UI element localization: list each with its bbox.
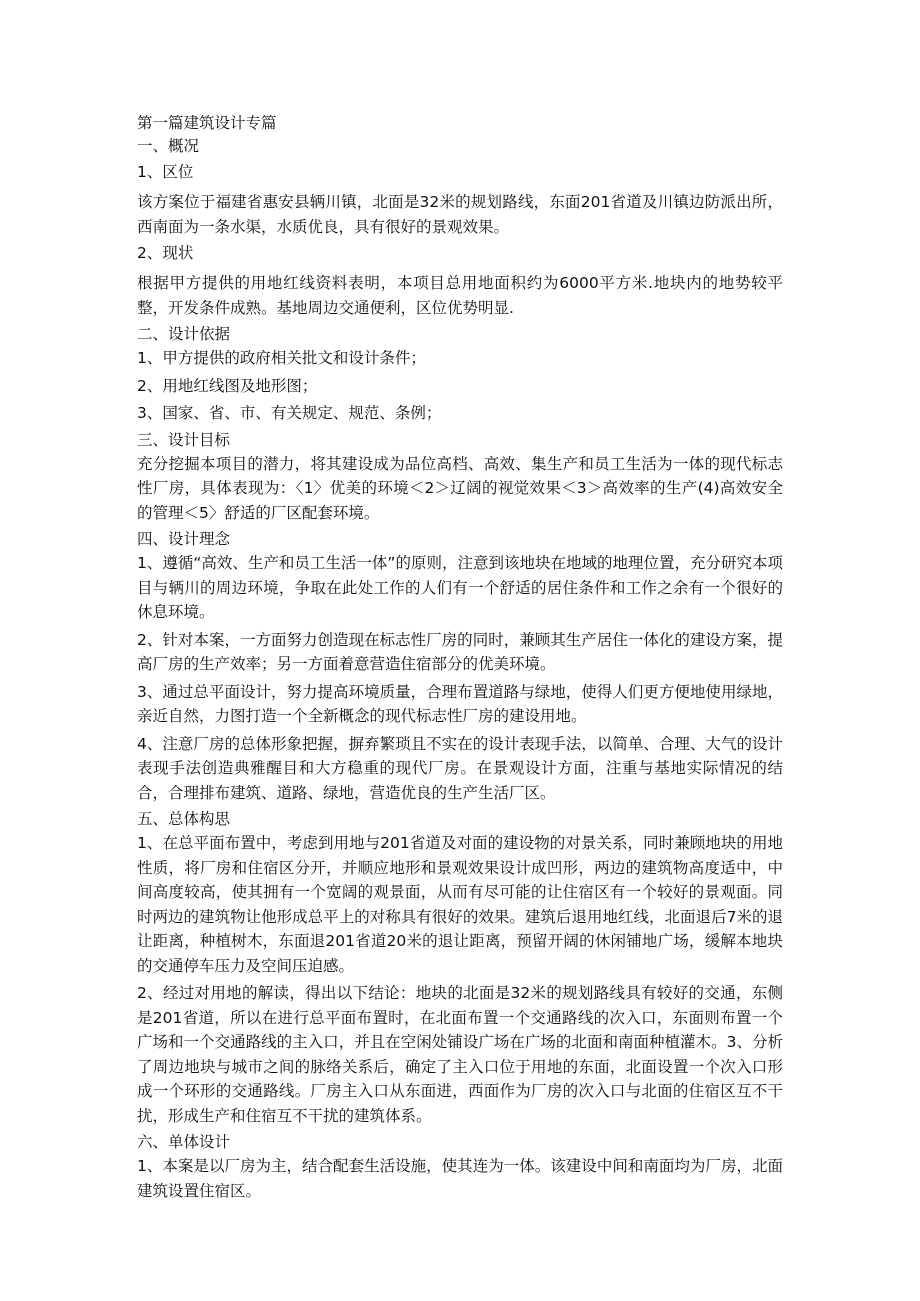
list-item: 2、经过对用地的解读，得出以下结论：地块的北面是32米的规划路线具有较好的交通，东侧是201省道，所以在进行总平面布置时，在北面布置一个交通路线的次入口，东面则布置一个广场和一个交通路线的主入口，并且在空闲处铺设广场在广场的北面和南面种植灌木。3、分析了周边地块与城市之间的脉络关系后，确定了主入口位于用地的东面，北面设置一个次入口形成一个环形的交通路线。厂房主入口从东面进，西面作为厂房的次入口与北面的住宿区互不干扰，形成生产和住宿互不干扰的建筑体系。 <box>137 984 783 1125</box>
list-item: 2、用地红线图及地形图； <box>137 376 318 395</box>
list-item: 2、针对本案，一方面努力创造现在标志性厂房的同时，兼顾其生产居住一体化的建设方案，提高厂房的生产效率；另一方面着意营造住宿部分的优美环境。 <box>137 630 783 673</box>
section-heading: 五、总体构思 <box>137 810 231 828</box>
list-item: 3、通过总平面设计，努力提高环境质量，合理布置道路与绿地，使得人们更方便地使用绿地，亲近自然，力图打造一个全新概念的现代标志性厂房的建设用地。 <box>137 682 783 725</box>
subsection-heading: 1、区位 <box>137 163 194 181</box>
paragraph: 充分挖掘本项目的潜力，将其建设成为品位高档、高效、集生产和员工生活为一体的现代标志性厂房，具体表现为：〈1〉优美的环境＜2＞辽阔的视觉效果＜3＞高效率的生产(4)高效安全的管理＜5〉舒适的厂区配套环境。 <box>137 454 783 522</box>
section-heading: 三、设计目标 <box>137 430 231 449</box>
list-item: 1、在总平面布置中，考虑到用地与201省道及对面的建设物的对景关系，同时兼顾地块的用地性质，将厂房和住宿区分开，并顺应地形和景观效果设计成凹形，两边的建筑物高度适中，中间高度较高，使其拥有一个宽阔的观景面，从而有尽可能的让住宿区有一个较好的景观面。同时两边的建筑物让他形成总平上的对称具有很好的效果。建筑后退用地红线，北面退后7米的退让距离，种植树木，东面退201省道20米的退让距离，预留开阔的休闲铺地广场，缓解本地块的交通停车压力及空间压迫感。 <box>137 834 783 975</box>
document-body <box>137 112 783 1206</box>
paragraph: 该方案位于福建省惠安县辆川镇，北面是32米的规划路线，东面201省道及川镇边防派出所，西南面为一条水渠，水质优良，具有很好的景观效果。 <box>137 193 783 236</box>
list-item: 3、国家、省、市、有关规定、规范、条例； <box>137 404 442 422</box>
section-heading: 六、单体设计 <box>137 1133 231 1151</box>
section-heading: 二、设计依据 <box>137 325 231 343</box>
subsection-heading: 2、现状 <box>137 244 194 262</box>
section-heading: 四、设计理念 <box>137 530 231 548</box>
list-item: 1、遵循“高效、生产和员工生活一体”的原则，注意到该地块在地域的地理位置，充分研究本项目与辆川的周边环境，争取在此处工作的人们有一个舒适的居住条件和工作之余有一个很好的休息环境。 <box>137 554 783 621</box>
document-title: 第一篇建筑设计专篇 <box>137 114 277 132</box>
paragraph: 根据甲方提供的用地红线资料表明，本项目总用地面积约为6000平方米.地块内的地势较平整，开发条件成熟。基地周边交通便利，区位优势明显. <box>137 274 783 317</box>
list-item: 1、甲方提供的政府相关批文和设计条件； <box>137 349 426 367</box>
section-heading: 一、概况 <box>137 137 200 155</box>
list-item: 4、注意厂房的总体形象把握，摒弃繁琐且不实在的设计表现手法，以简单、合理、大气的设计表现手法创造典雅醒目和大方稳重的现代厂房。在景观设计方面，注重与基地实际情况的结合，合理排布建筑、道路、绿地，营造优良的生产生活厂区。 <box>137 734 783 802</box>
list-item: 1、本案是以厂房为主，结合配套生活设施，使其连为一体。该建设中间和南面均为厂房，北面建筑设置住宿区。 <box>137 1157 783 1200</box>
